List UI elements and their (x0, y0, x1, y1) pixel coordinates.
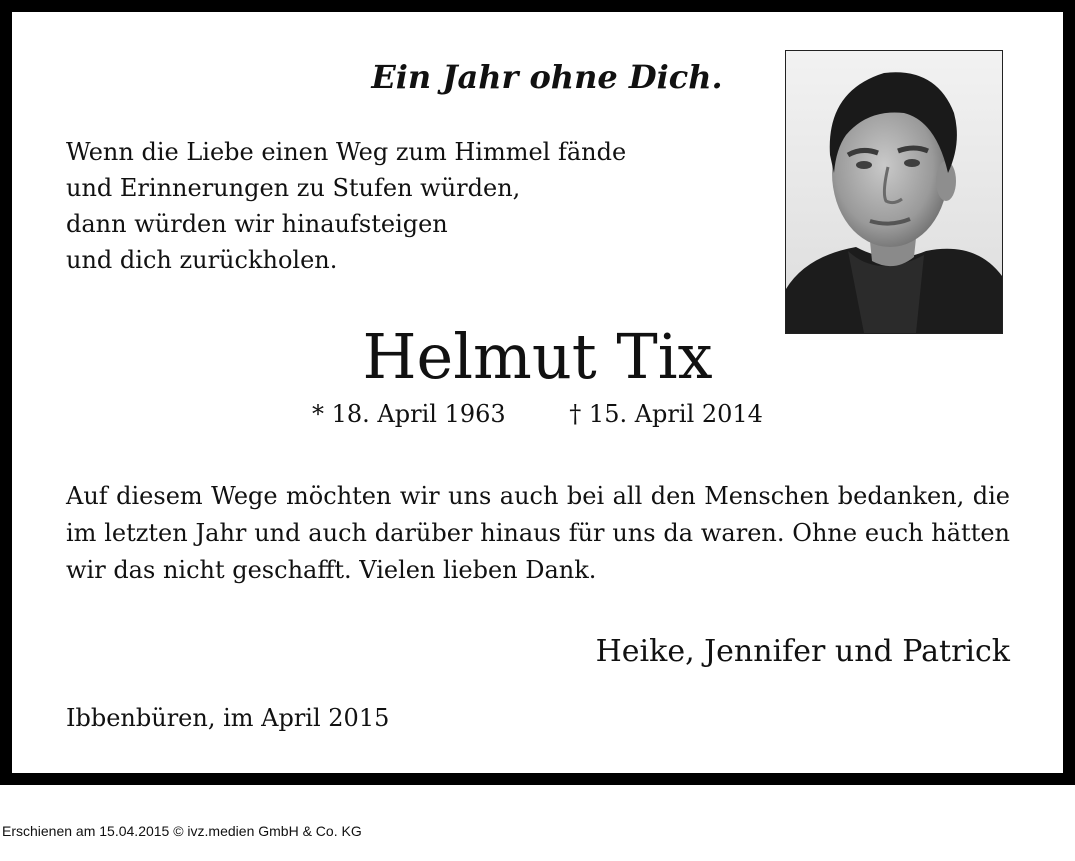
portrait-photo (785, 50, 1003, 334)
family-signature: Heike, Jennifer und Patrick (595, 634, 1010, 669)
motto-heading: Ein Jahr ohne Dich. (371, 58, 723, 96)
publication-credit: Erschienen am 15.04.2015 © ivz.medien GmbH & Co. KG (2, 823, 362, 839)
birth-date: * 18. April 1963 (312, 400, 506, 428)
obituary-card (12, 12, 1063, 773)
poem-verse (66, 134, 626, 278)
poem-line: und dich zurückholen. (66, 246, 338, 274)
portrait-image (786, 51, 1002, 333)
thanks-paragraph: Auf diesem Wege möchten wir uns auch bei all den Menschen bedanken, die im letzten Jahr und auch darüber hinaus für uns da waren. Ohne euch hätten wir das nicht geschafft. Vielen lieben Dank. (66, 482, 1010, 584)
death-date: † 15. April 2014 (569, 400, 763, 428)
poem-line: dann würden wir hinaufsteigen (66, 210, 448, 238)
poem-line: Wenn die Liebe einen Weg zum Himmel fände (66, 138, 627, 166)
poem-line: und Erinnerungen zu Stufen würden, (66, 174, 521, 202)
deceased-name: Helmut Tix (362, 320, 713, 393)
place-date: Ibbenbüren, im April 2015 (66, 704, 390, 732)
life-dates (312, 400, 763, 428)
